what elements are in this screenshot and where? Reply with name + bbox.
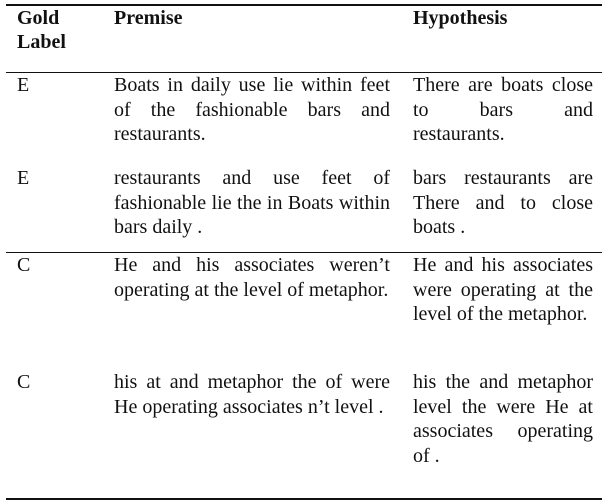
table-row [6,253,602,370]
premise-cell: He and his associates weren’t operating at the level of metaphor. [114,254,390,301]
header-hypothesis: Hypothesis [413,7,508,29]
hypothesis-cell: There are boats close to bars and restaurants. [413,74,593,145]
header-gold-label: Gold Label [17,7,66,53]
hypothesis-cell: bars restaurants are There and to close boats . [413,167,593,238]
premise-cell: restaurants and use feet of fashionable lie the in Boats within bars daily . [114,167,390,238]
gold-label-cell: C [17,254,31,276]
premise-cell: his at and metaphor the of were He operating associates n’t level . [114,371,390,418]
hypothesis-cell: his the and metaphor level the were He at associates operating of . [413,371,593,467]
gold-label-cell: E [17,74,30,96]
nli-examples-table [6,4,602,500]
table-row [6,73,602,166]
gold-label-cell: C [17,371,31,393]
premise-cell: Boats in daily use lie within feet of the fashionable bars and restaurants. [114,74,390,145]
table-row [6,370,602,498]
table-header-row [6,6,602,72]
hypothesis-cell: He and his associates were operating at the level of the metaphor. [413,254,593,325]
header-premise: Premise [114,7,183,29]
gold-label-cell: E [17,167,30,189]
table-row [6,166,602,252]
